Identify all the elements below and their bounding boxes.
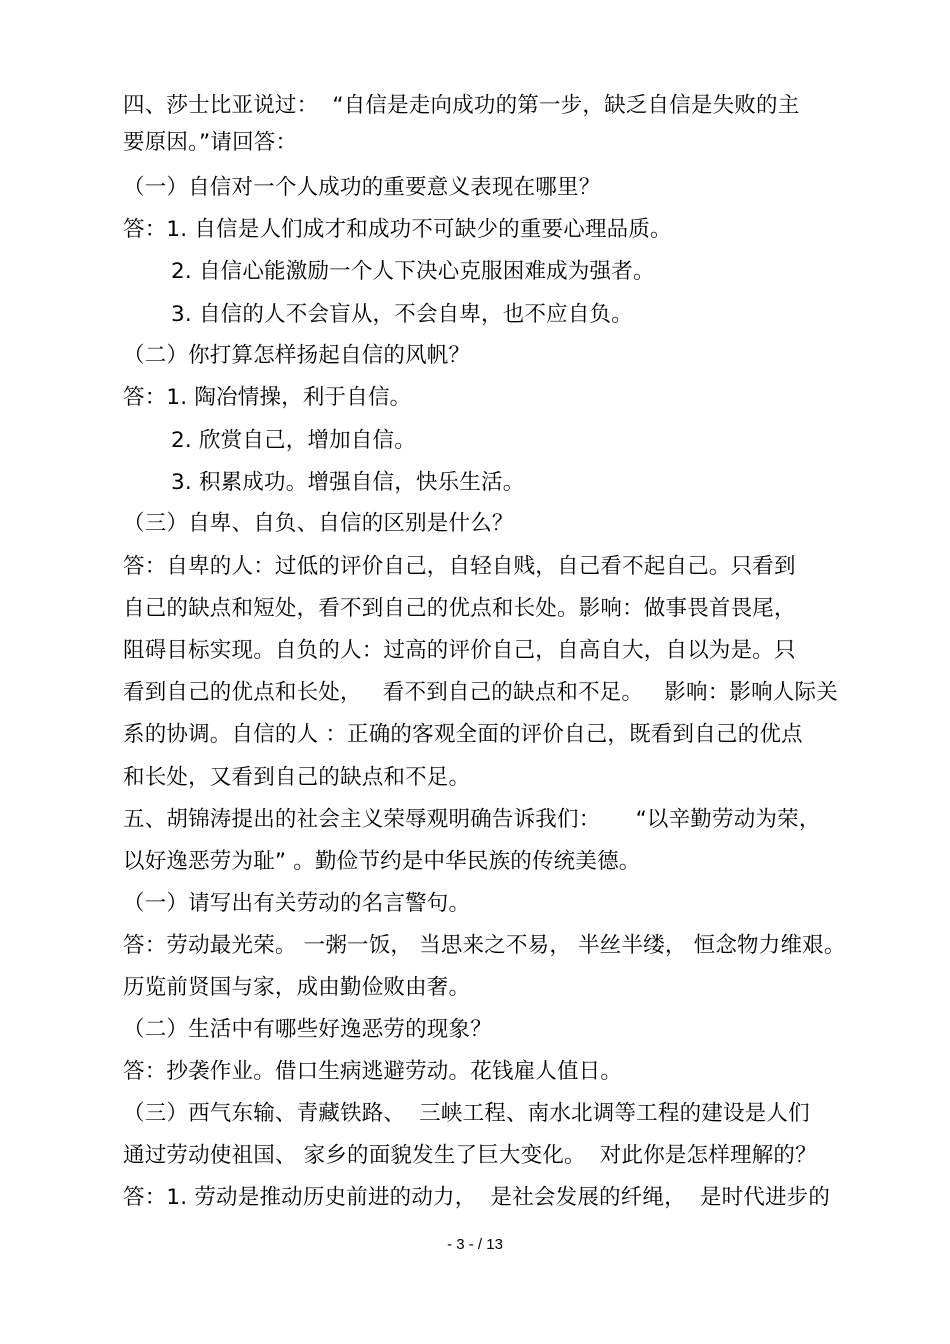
text-line: 看到自己的优点和长处， 看不到自己的缺点和不足。 影响：影响人际关 [123, 680, 838, 705]
text-line: 要原因。”请回答： [123, 130, 298, 155]
text-line: 以好逸恶劳为耻” 。勤俭节约是中华民族的传统美德。 [123, 849, 641, 874]
text-line: 答：1. 陶冶情操，利于自信。 [123, 385, 412, 410]
text-line: 自己的缺点和短处，看不到自己的优点和长处。影响：做事畏首畏尾， [123, 596, 796, 621]
text-line: 答：1. 自信是人们成才和成功不可缺少的重要心理品质。 [123, 217, 672, 242]
text-line: 四、莎士比亚说过： “自信是走向成功的第一步，缺乏自信是失败的主 [123, 93, 800, 118]
text-line: 2. 自信心能激励一个人下决心克服困难成为强者。 [171, 259, 655, 284]
text-line: （一）请写出有关劳动的名言警句。 [123, 891, 471, 916]
text-line: 答：自卑的人：过低的评价自己，自轻自贱，自己看不起自己。只看到 [123, 554, 796, 579]
text-line: （二）你打算怎样扬起自信的风帆？ [123, 343, 471, 368]
text-line: 3. 积累成功。增强自信，快乐生活。 [171, 470, 525, 495]
text-line: （三）西气东输、青藏铁路、 三峡工程、南水北调等工程的建设是人们 [123, 1101, 810, 1126]
text-line: 阻碍目标实现。自负的人：过高的评价自己，自高自大，自以为是。只 [123, 638, 796, 663]
text-line: （三）自卑、自负、自信的区别是什么？ [123, 511, 514, 536]
text-line: 2. 欣赏自己，增加自信。 [171, 428, 416, 453]
text-line: 3. 自信的人不会盲从，不会自卑，也不应自负。 [171, 302, 633, 327]
text-line: 系的协调。自信的人 ：正确的客观全面的评价自己，既看到自己的优点 [123, 722, 803, 747]
text-line: 历览前贤国与家，成由勤俭败由奢。 [123, 975, 471, 1000]
text-line: （一）自信对一个人成功的重要意义表现在哪里？ [123, 175, 601, 200]
text-line: 答：1. 劳动是推动历史前进的动力， 是社会发展的纤绳， 是时代进步的 [123, 1185, 831, 1210]
text-line: 五、胡锦涛提出的社会主义荣辱观明确告诉我们： “以辛勤劳动为荣， [123, 807, 821, 832]
text-line: 答：抄袭作业。借口生病逃避劳动。花钱雇人值日。 [123, 1059, 623, 1084]
text-line: （二）生活中有哪些好逸恶劳的现象？ [123, 1017, 492, 1042]
text-line: 通过劳动使祖国、 家乡的面貌发生了巨大变化。 对此你是怎样理解的？ [123, 1143, 817, 1168]
text-line: 和长处，又看到自己的缺点和不足。 [123, 765, 471, 790]
page-number: - 3 - / 13 [447, 1236, 503, 1253]
text-line: 答：劳动最光荣。 一粥一饭， 当思来之不易， 半丝半缕， 恒念物力维艰。 [123, 933, 846, 958]
